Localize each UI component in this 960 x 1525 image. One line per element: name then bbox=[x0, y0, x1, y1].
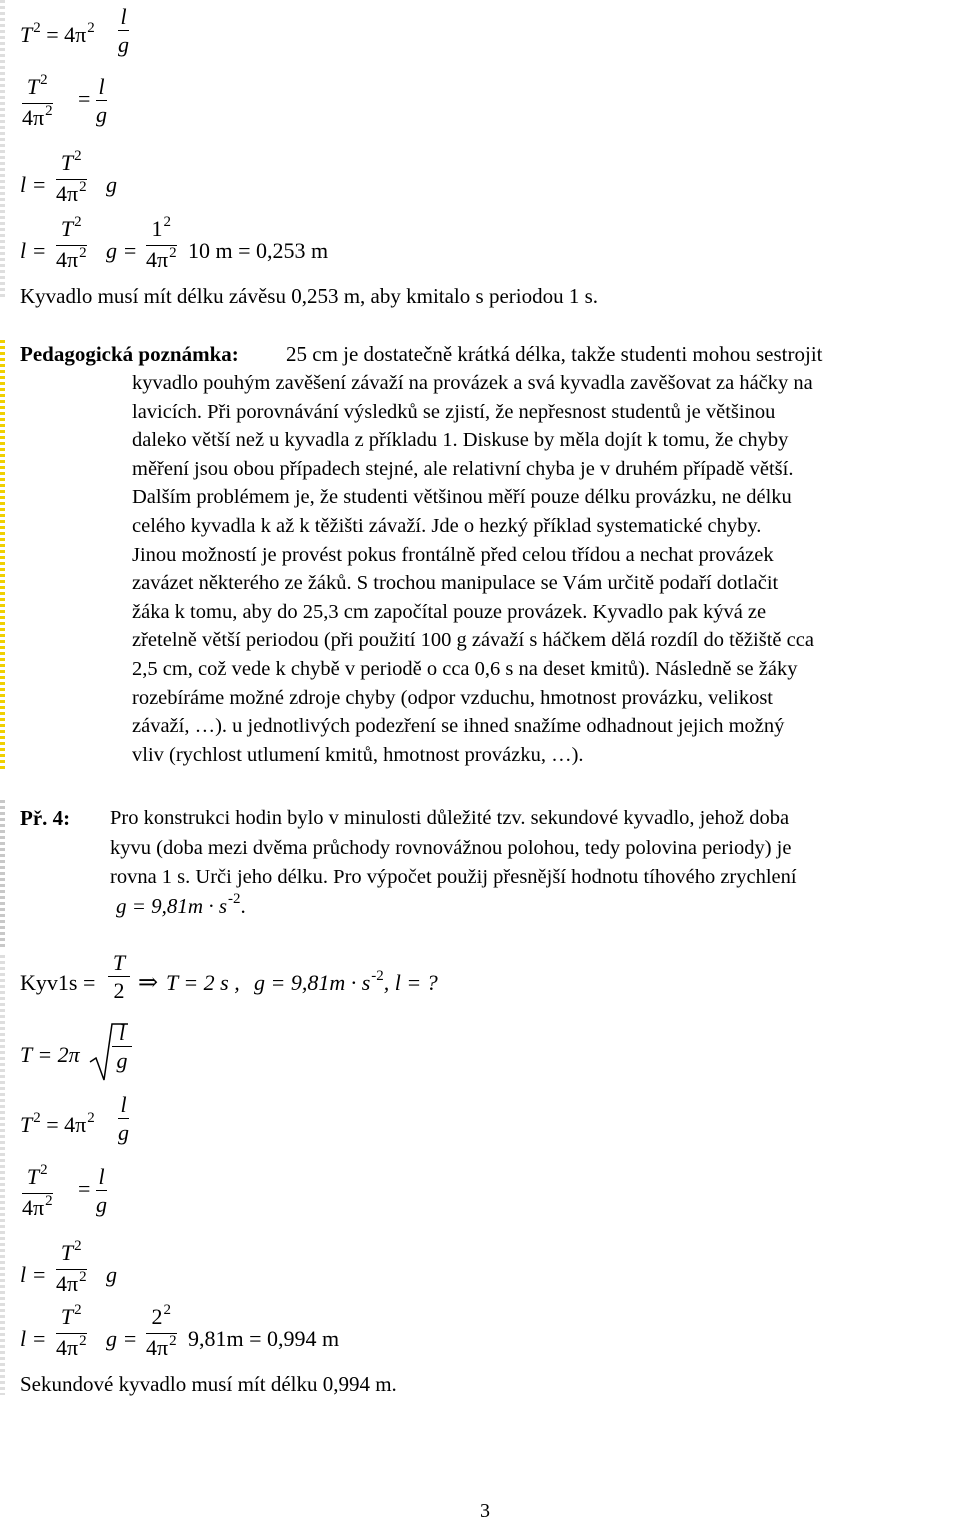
equation-l-equals: l = bbox=[20, 172, 47, 197]
fraction-t2-over-4pi2-e: $\frac{T^2}{4\pi^2}$ bbox=[56, 1238, 87, 1296]
symbol-g: g bbox=[106, 172, 117, 197]
conclusion-text-2: Sekundové kyvadlo musí mít délku 0,994 m. bbox=[20, 1372, 397, 1396]
result-0-994: 9,81m = 0,994 m bbox=[188, 1326, 340, 1351]
note-line: daleko větší než u kyvadla z příkladu 1. Diskuse by měla dojít k tomu, že chyby bbox=[132, 429, 789, 452]
fraction-l-over-g-2: $\frac{l}{g}$ bbox=[96, 74, 107, 127]
conclusion-text-1: Kyvadlo musí mít délku závěsu 0,253 m, aby kmitalo s periodou 1 s. bbox=[20, 284, 599, 308]
equation-t2-4pi2-l-g: $T^2 = 4\pi^2$ bbox=[20, 20, 95, 47]
note-line-0: 25 cm je dostatečně krátká délka, takže studenti mohou sestrojit bbox=[286, 342, 823, 366]
equals-sign-2: = bbox=[78, 1176, 91, 1201]
gravity-value: $g = 9,81m \cdot s^{-2}$. bbox=[116, 891, 246, 918]
note-paragraph bbox=[132, 369, 814, 769]
result-0-253: 10 m = 0,253 m bbox=[188, 238, 329, 263]
equation-kyv1s: Kyv1s = bbox=[20, 970, 96, 995]
fraction-t2-over-4pi2-b: $\frac{T^2}{4\pi^2}$ bbox=[56, 148, 87, 206]
g-equals-2: g = bbox=[106, 1326, 138, 1351]
example-paragraph bbox=[110, 804, 797, 893]
note-line: závaží, …). u jednotlivých podezření se ihned snažíme odhadnout jejich možný bbox=[132, 715, 785, 738]
fraction-l-over-g-4: $\frac{l}{g}$ bbox=[96, 1164, 107, 1217]
note-line: kyvadlo pouhým zavěšení závaží na provázek a svá kyvadla zavěšovat za háčky na bbox=[132, 372, 813, 394]
example-line: Pro konstrukci hodin bylo v minulosti důležité tzv. sekundové kyvadlo, jehož doba bbox=[110, 807, 790, 829]
g-equals: g = bbox=[106, 238, 138, 263]
note-line: vliv (rychlost utlumení kmitů, hmotnost provázku, …). bbox=[132, 743, 584, 766]
fraction-l-over-g-3: $\frac{l}{g}$ bbox=[118, 1092, 129, 1145]
symbol-g-2: g bbox=[106, 1262, 117, 1287]
note-line: rozebíráme možné zdroje chyby (odpor vzduchu, hmotnost provázku, velikost bbox=[132, 686, 774, 709]
note-line: měření jsou obou případech stejné, ale relativní chyba je v druhém případě větší. bbox=[132, 457, 794, 480]
fraction-t2-over-4pi2-f: $\frac{T^2}{4\pi^2}$ bbox=[56, 1302, 87, 1360]
note-line: žáka k tomu, aby do 25,3 cm započítal pouze provázek. Kyvadlo pak kývá ze bbox=[132, 600, 767, 623]
page-number: 3 bbox=[480, 1500, 490, 1522]
example-margin-stripe bbox=[0, 800, 5, 950]
note-line: Dalším problémem je, že studenti většinou měří pouze délku provázku, ne délku bbox=[132, 486, 792, 509]
top-margin-stripe bbox=[0, 0, 5, 300]
note-line: celého kyvadla k až k těžišti závaží. Jde o hezký příklad systematické chyby. bbox=[132, 514, 762, 537]
bottom-margin-stripe bbox=[0, 955, 5, 1395]
equation-l-equals-3: l = bbox=[20, 1262, 47, 1287]
example-label: Př. 4: bbox=[20, 806, 71, 830]
fraction-t2-over-4pi2: $\frac{T^2}{4\pi^2}$ bbox=[22, 72, 53, 130]
implies-arrow: ⇒ bbox=[138, 970, 159, 996]
note-line: zavázet některého ze žáků. S trochou manipulace se Vám určitě podaří dotlačit bbox=[132, 572, 779, 595]
fraction-1-over-4pi2: $\frac{1^2}{4\pi^2}$ bbox=[146, 214, 177, 272]
equation-l-equals-4: l = bbox=[20, 1326, 47, 1351]
equation-t2-4pi2-b: $T^2 = 4\pi^2$ bbox=[20, 1110, 95, 1137]
note-line: zřetelně větší periodou (při použití 100 g závaží s háčkem dělá rozdíl do těžiště cca bbox=[132, 629, 814, 652]
example-line: rovna 1 s. Urči jeho délku. Pro výpočet použij přesnější hodnotu tíhového zrychlení bbox=[110, 866, 797, 888]
note-line: lavicích. Při porovnávání výsledků se zjistí, že nepřesnost studentů je většinou bbox=[132, 400, 776, 423]
period-2s: T = 2 s , bbox=[166, 970, 240, 995]
fraction-t2-over-4pi2-c: $\frac{T^2}{4\pi^2}$ bbox=[56, 214, 87, 272]
fraction-2sq-over-4pi2: $\frac{2^2}{4\pi^2}$ bbox=[146, 1302, 177, 1360]
equation-t-2pi: T = 2π bbox=[20, 1042, 80, 1067]
fraction-l-over-g: $\frac{l}{g}$ bbox=[118, 4, 129, 57]
note-label: Pedagogická poznámka: bbox=[20, 342, 239, 366]
note-margin-stripe bbox=[0, 340, 5, 770]
fraction-l-over-g-sqrt: $\frac{l}{g}$ bbox=[112, 1020, 132, 1075]
example-line: kyvu (doba mezi dvěma průchody rovnovážnou polohou, tedy polovina periody) je bbox=[110, 836, 792, 859]
equals-sign: = bbox=[78, 86, 91, 111]
gravity-981: $g = 9,81m \cdot s^{-2}$, l = ? bbox=[254, 968, 438, 995]
note-line: 2,5 cm, což vede k chybě v periodě o cca 0,6 s na deset kmitů). Následně se žáky bbox=[132, 657, 798, 680]
fraction-t-over-2: $\frac{T}{2}$ bbox=[108, 950, 130, 1005]
note-line: Jinou možností je provést pokus frontálně před celou třídou a nechat provázek bbox=[132, 543, 774, 566]
fraction-t2-over-4pi2-d: $\frac{T^2}{4\pi^2}$ bbox=[22, 1162, 53, 1220]
equation-l-equals-2: l = bbox=[20, 238, 47, 263]
